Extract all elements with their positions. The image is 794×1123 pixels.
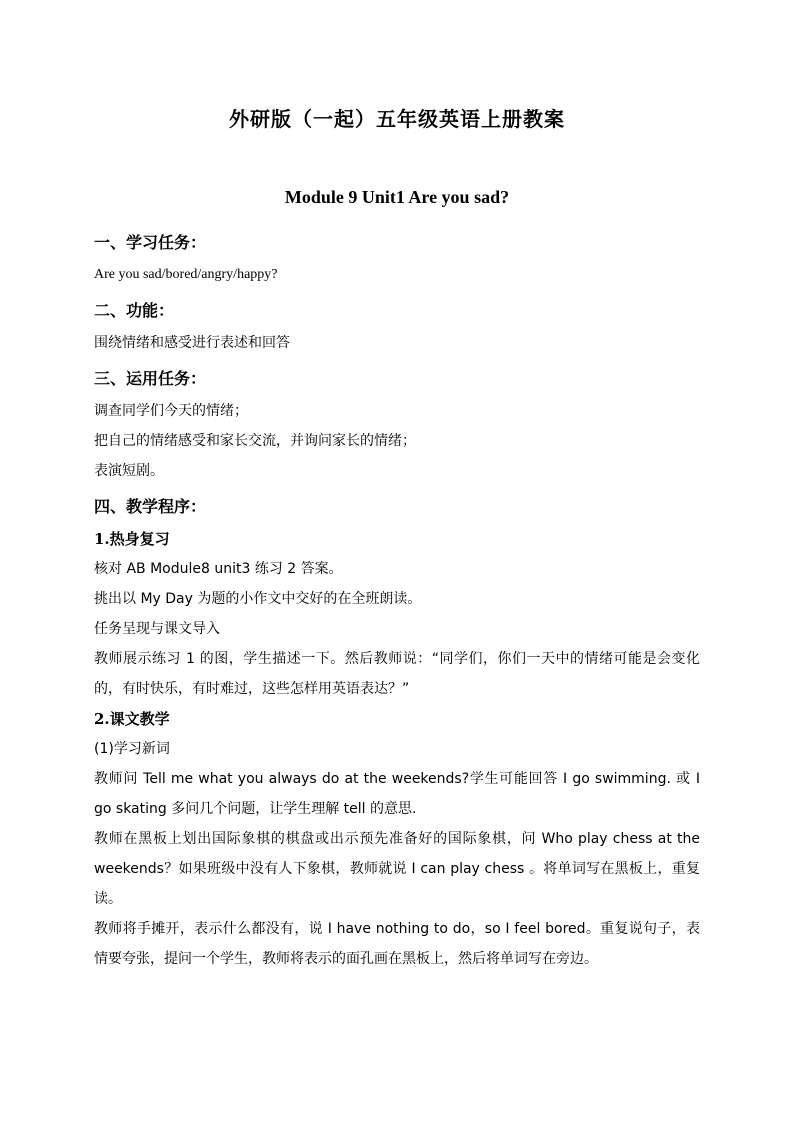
paragraph: 教师将手摊开，表示什么都没有，说 I have nothing to do，so I feel bored。重复说句子，表情要夸张，提问一个学生，教师将表示的面孔画在黑板上，然后将单词写在旁边。 xyxy=(94,921,700,967)
subsection-heading-text-teaching: 2.课文教学 xyxy=(94,710,170,728)
section-heading-learning-task: 一、学习任务： xyxy=(94,233,207,252)
paragraph: 核对 AB Module8 unit3 练习 2 答案。 xyxy=(94,561,343,577)
paragraph: 教师问 Tell me what you always do at the weekends?学生可能回答 I go swimming. 或 I go skating 多问几个问题，让学生理解 tell 的意思. xyxy=(94,771,700,817)
paragraph: (1)学习新词 xyxy=(94,741,170,757)
subsection-heading-warmup: 1.热身复习 xyxy=(94,530,170,548)
document-subtitle: Module 9 Unit1 Are you sad? xyxy=(284,187,510,207)
paragraph: 任务呈现与课文导入 xyxy=(94,621,220,637)
paragraph: 教师在黑板上划出国际象棋的棋盘或出示预先准备好的国际象棋，问 Who play chess at the weekends？如果班级中没有人下象棋，教师就说 I can play chess 。将单词写在黑板上，重复读。 xyxy=(94,831,700,907)
paragraph: 表演短剧。 xyxy=(94,463,164,479)
section-heading-teaching-procedure: 四、教学程序： xyxy=(94,497,207,516)
paragraph: 把自己的情绪感受和家长交流，并询问家长的情绪； xyxy=(94,433,416,449)
section-heading-application-task: 三、运用任务： xyxy=(94,369,207,388)
paragraph: Are you sad/bored/angry/happy? xyxy=(94,267,278,282)
paragraph: 教师展示练习 1 的图，学生描述一下。然后教师说：“同学们，你们一天中的情绪可能是会变化的，有时快乐，有时难过，这些怎样用英语表达？” xyxy=(94,651,700,697)
document-title: 外研版（一起）五年级英语上册教案 xyxy=(229,107,565,131)
paragraph: 调查同学们今天的情绪； xyxy=(94,403,248,419)
paragraph: 围绕情绪和感受进行表述和回答 xyxy=(94,335,290,351)
paragraph: 挑出以 My Day 为题的小作文中交好的在全班朗读。 xyxy=(94,591,422,607)
document-body xyxy=(94,226,700,974)
section-heading-function: 二、功能： xyxy=(94,301,175,320)
